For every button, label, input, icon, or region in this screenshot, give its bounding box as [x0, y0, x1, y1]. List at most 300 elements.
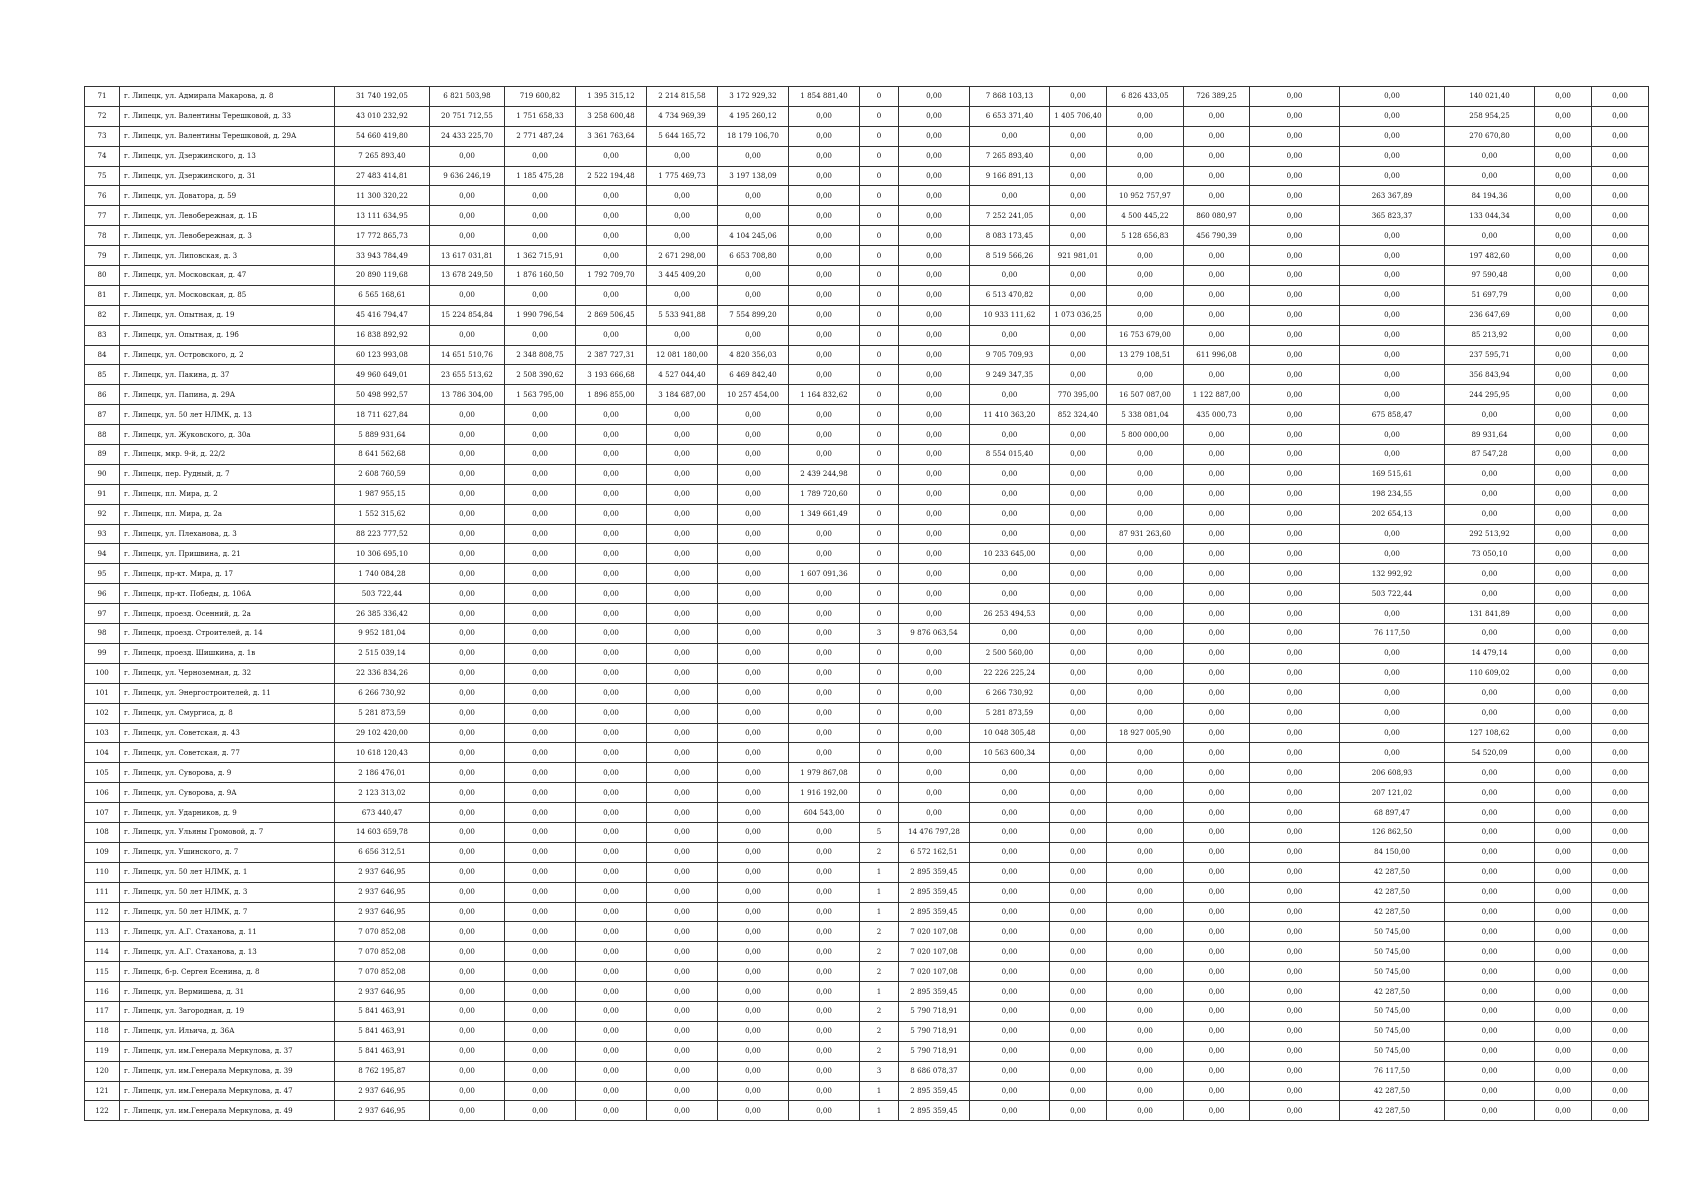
address-cell: г. Липецк, ул. Пакина, д. 37 — [120, 365, 335, 385]
value-cell: 2 937 646,95 — [335, 902, 430, 922]
value-cell: 0,00 — [1340, 524, 1445, 544]
value-cell: 0,00 — [718, 524, 789, 544]
value-cell: 0,00 — [1445, 584, 1535, 604]
value-cell: 0,00 — [576, 643, 647, 663]
table-row — [85, 842, 1649, 862]
value-cell: 29 102 420,00 — [335, 723, 430, 743]
value-cell: 0,00 — [789, 106, 860, 126]
value-cell: 0,00 — [970, 763, 1050, 783]
value-cell: 0,00 — [505, 1061, 576, 1081]
value-cell: 0,00 — [1592, 544, 1649, 564]
value-cell: 0,00 — [1250, 783, 1340, 803]
address-cell: г. Липецк, ул. Ульяны Громовой, д. 7 — [120, 822, 335, 842]
value-cell: 0,00 — [1340, 425, 1445, 445]
value-cell: 0,00 — [1250, 325, 1340, 345]
value-cell: 0,00 — [1107, 604, 1184, 624]
table-row — [85, 464, 1649, 484]
value-cell: 0,00 — [576, 683, 647, 703]
value-cell: 0,00 — [1050, 942, 1107, 962]
value-cell: 0,00 — [1250, 1061, 1340, 1081]
value-cell: 11 410 363,20 — [970, 405, 1050, 425]
value-cell: 0 — [860, 186, 899, 206]
value-cell: 0,00 — [1445, 1061, 1535, 1081]
value-cell: 1 — [860, 1081, 899, 1101]
value-cell: 0,00 — [1340, 166, 1445, 186]
value-cell: 0,00 — [1250, 166, 1340, 186]
value-cell: 0,00 — [1250, 1021, 1340, 1041]
value-cell: 0,00 — [789, 1041, 860, 1061]
value-cell: 0,00 — [970, 385, 1050, 405]
value-cell: 85 213,92 — [1445, 325, 1535, 345]
table-row — [85, 982, 1649, 1002]
value-cell: 0,00 — [1592, 663, 1649, 683]
value-cell: 0,00 — [1592, 822, 1649, 842]
value-cell: 0,00 — [430, 484, 505, 504]
row-number-cell: 85 — [85, 365, 120, 385]
value-cell: 0,00 — [789, 126, 860, 146]
value-cell: 0,00 — [576, 226, 647, 246]
address-cell: г. Липецк, ул. А.Г. Стаханова, д. 13 — [120, 942, 335, 962]
value-cell: 2 348 808,75 — [505, 345, 576, 365]
value-cell: 0,00 — [1535, 445, 1592, 465]
value-cell: 5 644 165,72 — [647, 126, 718, 146]
value-cell: 0,00 — [1050, 763, 1107, 783]
value-cell: 22 336 834,26 — [335, 663, 430, 683]
value-cell: 0,00 — [1107, 166, 1184, 186]
value-cell: 0,00 — [430, 862, 505, 882]
value-cell: 0,00 — [1250, 663, 1340, 683]
value-cell: 0,00 — [1445, 882, 1535, 902]
value-cell: 4 195 260,12 — [718, 106, 789, 126]
value-cell: 0,00 — [789, 425, 860, 445]
row-number-cell: 76 — [85, 186, 120, 206]
value-cell: 7 020 107,08 — [899, 922, 970, 942]
value-cell: 2 671 298,00 — [647, 246, 718, 266]
row-number-cell: 96 — [85, 584, 120, 604]
value-cell: 4 500 445,22 — [1107, 206, 1184, 226]
value-cell: 0,00 — [430, 1081, 505, 1101]
value-cell: 0,00 — [647, 962, 718, 982]
value-cell: 197 482,60 — [1445, 246, 1535, 266]
value-cell: 22 226 225,24 — [970, 663, 1050, 683]
value-cell: 0,00 — [1250, 146, 1340, 166]
value-cell: 673 440,47 — [335, 803, 430, 823]
value-cell: 0,00 — [1340, 663, 1445, 683]
value-cell: 0,00 — [718, 146, 789, 166]
value-cell: 0,00 — [647, 723, 718, 743]
value-cell: 0,00 — [1535, 484, 1592, 504]
value-cell: 0,00 — [576, 783, 647, 803]
value-cell: 0,00 — [899, 643, 970, 663]
value-cell: 7 868 103,13 — [970, 87, 1050, 107]
value-cell: 0,00 — [718, 445, 789, 465]
value-cell: 31 740 192,05 — [335, 87, 430, 107]
value-cell: 0,00 — [1592, 1001, 1649, 1021]
value-cell: 0,00 — [1184, 1101, 1250, 1121]
row-number-cell: 82 — [85, 305, 120, 325]
value-cell: 0,00 — [430, 1061, 505, 1081]
value-cell: 0,00 — [1184, 723, 1250, 743]
table-row — [85, 822, 1649, 842]
value-cell: 0,00 — [789, 445, 860, 465]
value-cell: 0,00 — [1592, 942, 1649, 962]
value-cell: 15 224 854,84 — [430, 305, 505, 325]
value-cell: 0,00 — [1592, 703, 1649, 723]
value-cell: 0,00 — [1050, 803, 1107, 823]
value-cell: 0,00 — [1107, 445, 1184, 465]
table-row — [85, 1061, 1649, 1081]
address-cell: г. Липецк, ул. Левобережная, д. 1Б — [120, 206, 335, 226]
value-cell: 0,00 — [899, 325, 970, 345]
value-cell: 0,00 — [789, 1101, 860, 1121]
row-number-cell: 103 — [85, 723, 120, 743]
row-number-cell: 104 — [85, 743, 120, 763]
value-cell: 0,00 — [718, 862, 789, 882]
value-cell: 0,00 — [1340, 126, 1445, 146]
value-cell: 0,00 — [505, 703, 576, 723]
value-cell: 0,00 — [1050, 87, 1107, 107]
value-cell: 0,00 — [576, 723, 647, 743]
value-cell: 0,00 — [1250, 285, 1340, 305]
document-table — [84, 86, 1649, 1121]
value-cell: 0,00 — [1535, 643, 1592, 663]
value-cell: 0,00 — [1445, 624, 1535, 644]
value-cell: 0,00 — [1445, 763, 1535, 783]
value-cell: 0,00 — [1107, 266, 1184, 286]
address-cell: г. Липецк, проезд. Шишкина, д. 1в — [120, 643, 335, 663]
value-cell: 2 895 359,45 — [899, 1101, 970, 1121]
value-cell: 0,00 — [1050, 842, 1107, 862]
table-row — [85, 703, 1649, 723]
value-cell: 0,00 — [576, 743, 647, 763]
value-cell: 0,00 — [1050, 365, 1107, 385]
value-cell: 0 — [860, 484, 899, 504]
value-cell: 0,00 — [1107, 544, 1184, 564]
address-cell: г. Липецк, ул. Адмирала Макарова, д. 8 — [120, 87, 335, 107]
value-cell: 0,00 — [576, 822, 647, 842]
value-cell: 0,00 — [718, 803, 789, 823]
row-number-cell: 90 — [85, 464, 120, 484]
value-cell: 604 543,00 — [789, 803, 860, 823]
value-cell: 7 070 852,08 — [335, 942, 430, 962]
value-cell: 0,00 — [1250, 246, 1340, 266]
value-cell: 0,00 — [789, 206, 860, 226]
value-cell: 770 395,00 — [1050, 385, 1107, 405]
table-row — [85, 266, 1649, 286]
value-cell: 0,00 — [1050, 962, 1107, 982]
value-cell: 1 122 887,00 — [1184, 385, 1250, 405]
value-cell: 0,00 — [1592, 803, 1649, 823]
value-cell: 1 740 084,28 — [335, 564, 430, 584]
value-cell: 18 927 005,90 — [1107, 723, 1184, 743]
value-cell: 0,00 — [1107, 902, 1184, 922]
value-cell: 0 — [860, 445, 899, 465]
value-cell: 0 — [860, 504, 899, 524]
value-cell: 5 889 931,64 — [335, 425, 430, 445]
value-cell: 0 — [860, 246, 899, 266]
value-cell: 0,00 — [505, 405, 576, 425]
table-row — [85, 1081, 1649, 1101]
value-cell: 0,00 — [576, 1021, 647, 1041]
value-cell: 0,00 — [1592, 166, 1649, 186]
value-cell: 0,00 — [1184, 1061, 1250, 1081]
table-row — [85, 285, 1649, 305]
value-cell: 10 257 454,00 — [718, 385, 789, 405]
value-cell: 0,00 — [1050, 683, 1107, 703]
value-cell: 0,00 — [1184, 186, 1250, 206]
value-cell: 244 295,95 — [1445, 385, 1535, 405]
value-cell: 0,00 — [576, 504, 647, 524]
value-cell: 1 — [860, 902, 899, 922]
value-cell: 0,00 — [1184, 146, 1250, 166]
value-cell: 0,00 — [1535, 425, 1592, 445]
value-cell: 7 020 107,08 — [899, 942, 970, 962]
value-cell: 456 790,39 — [1184, 226, 1250, 246]
value-cell: 0,00 — [430, 763, 505, 783]
value-cell: 1 — [860, 882, 899, 902]
value-cell: 0,00 — [1445, 842, 1535, 862]
value-cell: 0 — [860, 783, 899, 803]
value-cell: 0,00 — [789, 345, 860, 365]
address-cell: г. Липецк, пр-кт. Мира, д. 17 — [120, 564, 335, 584]
value-cell: 2 — [860, 842, 899, 862]
value-cell: 43 010 232,92 — [335, 106, 430, 126]
value-cell: 0,00 — [789, 584, 860, 604]
value-cell: 0,00 — [899, 186, 970, 206]
value-cell: 0 — [860, 803, 899, 823]
value-cell: 0,00 — [1050, 604, 1107, 624]
value-cell: 0,00 — [1250, 405, 1340, 425]
value-cell: 0,00 — [1250, 484, 1340, 504]
value-cell: 0,00 — [1340, 285, 1445, 305]
value-cell: 0,00 — [1050, 524, 1107, 544]
value-cell: 0,00 — [576, 842, 647, 862]
address-cell: г. Липецк, ул. Ильича, д. 36А — [120, 1021, 335, 1041]
value-cell: 0,00 — [1340, 345, 1445, 365]
value-cell: 0,00 — [1107, 1101, 1184, 1121]
value-cell: 0,00 — [505, 942, 576, 962]
value-cell: 0,00 — [1184, 246, 1250, 266]
value-cell: 0,00 — [430, 803, 505, 823]
value-cell: 0,00 — [505, 624, 576, 644]
value-cell: 0,00 — [505, 325, 576, 345]
value-cell: 0,00 — [1050, 1081, 1107, 1101]
value-cell: 0,00 — [718, 962, 789, 982]
value-cell: 0,00 — [1250, 1081, 1340, 1101]
value-cell: 0,00 — [1250, 345, 1340, 365]
value-cell: 0,00 — [789, 822, 860, 842]
value-cell: 23 655 513,62 — [430, 365, 505, 385]
value-cell: 0,00 — [430, 405, 505, 425]
value-cell: 0,00 — [1535, 524, 1592, 544]
value-cell: 0,00 — [970, 126, 1050, 146]
value-cell: 0,00 — [1250, 683, 1340, 703]
value-cell: 1 362 715,91 — [505, 246, 576, 266]
value-cell: 0,00 — [1107, 1061, 1184, 1081]
value-cell: 0,00 — [1107, 564, 1184, 584]
value-cell: 0,00 — [1250, 624, 1340, 644]
value-cell: 0,00 — [718, 1001, 789, 1021]
row-number-cell: 114 — [85, 942, 120, 962]
value-cell: 0,00 — [899, 703, 970, 723]
value-cell: 0,00 — [1592, 842, 1649, 862]
value-cell: 3 361 763,64 — [576, 126, 647, 146]
value-cell: 0,00 — [1107, 663, 1184, 683]
value-cell: 2 895 359,45 — [899, 862, 970, 882]
value-cell: 0,00 — [1184, 266, 1250, 286]
value-cell: 0,00 — [1535, 822, 1592, 842]
value-cell: 42 287,50 — [1340, 1101, 1445, 1121]
value-cell: 0,00 — [1050, 723, 1107, 743]
value-cell: 11 300 320,22 — [335, 186, 430, 206]
value-cell: 0,00 — [1445, 822, 1535, 842]
value-cell: 1 552 315,62 — [335, 504, 430, 524]
value-cell: 0,00 — [647, 624, 718, 644]
value-cell: 0,00 — [1592, 126, 1649, 146]
value-cell: 0,00 — [1535, 345, 1592, 365]
value-cell: 0,00 — [1250, 922, 1340, 942]
table-row — [85, 226, 1649, 246]
address-cell: г. Липецк, пл. Мира, д. 2а — [120, 504, 335, 524]
value-cell: 0,00 — [576, 405, 647, 425]
value-cell: 0,00 — [1050, 1001, 1107, 1021]
table-row — [85, 942, 1649, 962]
value-cell: 2 937 646,95 — [335, 862, 430, 882]
value-cell: 1 751 658,33 — [505, 106, 576, 126]
value-cell: 7 070 852,08 — [335, 962, 430, 982]
value-cell: 0,00 — [1184, 683, 1250, 703]
value-cell: 0,00 — [899, 683, 970, 703]
value-cell: 110 609,02 — [1445, 663, 1535, 683]
table-row — [85, 504, 1649, 524]
table-row — [85, 365, 1649, 385]
value-cell: 49 960 649,01 — [335, 365, 430, 385]
value-cell: 0,00 — [1050, 663, 1107, 683]
value-cell: 0,00 — [789, 1081, 860, 1101]
value-cell: 5 338 081,04 — [1107, 405, 1184, 425]
value-cell: 0,00 — [970, 882, 1050, 902]
value-cell: 2 937 646,95 — [335, 882, 430, 902]
value-cell: 2 937 646,95 — [335, 1101, 430, 1121]
value-cell: 0,00 — [899, 803, 970, 823]
value-cell: 0,00 — [899, 743, 970, 763]
value-cell: 202 654,13 — [1340, 504, 1445, 524]
value-cell: 0,00 — [505, 285, 576, 305]
value-cell: 0,00 — [718, 743, 789, 763]
table-row — [85, 683, 1649, 703]
address-cell: г. Липецк, ул. Ушинского, д. 7 — [120, 842, 335, 862]
value-cell: 0,00 — [899, 126, 970, 146]
row-number-cell: 107 — [85, 803, 120, 823]
value-cell: 0,00 — [1340, 743, 1445, 763]
value-cell: 0,00 — [789, 982, 860, 1002]
value-cell: 237 595,71 — [1445, 345, 1535, 365]
value-cell: 0,00 — [1250, 266, 1340, 286]
value-cell: 7 265 893,40 — [970, 146, 1050, 166]
value-cell: 0,00 — [1250, 862, 1340, 882]
value-cell: 0,00 — [789, 166, 860, 186]
value-cell: 0,00 — [505, 1041, 576, 1061]
value-cell: 0 — [860, 166, 899, 186]
value-cell: 20 890 119,68 — [335, 266, 430, 286]
table-row — [85, 146, 1649, 166]
value-cell: 131 841,89 — [1445, 604, 1535, 624]
row-number-cell: 86 — [85, 385, 120, 405]
value-cell: 7 070 852,08 — [335, 922, 430, 942]
value-cell: 2 — [860, 1001, 899, 1021]
value-cell: 0,00 — [576, 425, 647, 445]
value-cell: 0,00 — [1250, 564, 1340, 584]
value-cell: 0,00 — [647, 464, 718, 484]
value-cell: 0,00 — [1445, 504, 1535, 524]
value-cell: 0,00 — [1050, 226, 1107, 246]
value-cell: 0,00 — [1535, 922, 1592, 942]
address-cell: г. Липецк, проезд. Строителей, д. 14 — [120, 624, 335, 644]
value-cell: 0,00 — [718, 1101, 789, 1121]
value-cell: 50 745,00 — [1340, 1021, 1445, 1041]
value-cell: 0,00 — [1445, 1001, 1535, 1021]
value-cell: 0,00 — [576, 862, 647, 882]
value-cell: 2 937 646,95 — [335, 982, 430, 1002]
row-number-cell: 120 — [85, 1061, 120, 1081]
value-cell: 10 933 111,62 — [970, 305, 1050, 325]
value-cell: 27 483 414,81 — [335, 166, 430, 186]
value-cell: 4 104 245,06 — [718, 226, 789, 246]
value-cell: 0,00 — [430, 504, 505, 524]
value-cell: 0,00 — [430, 1101, 505, 1121]
table-row — [85, 743, 1649, 763]
value-cell: 0,00 — [505, 663, 576, 683]
value-cell: 0,00 — [1340, 146, 1445, 166]
value-cell: 0,00 — [789, 544, 860, 564]
value-cell: 0,00 — [576, 942, 647, 962]
value-cell: 0,00 — [1250, 1041, 1340, 1061]
value-cell: 2 — [860, 942, 899, 962]
value-cell: 0,00 — [970, 922, 1050, 942]
value-cell: 0,00 — [430, 624, 505, 644]
value-cell: 0,00 — [1592, 604, 1649, 624]
value-cell: 0,00 — [1050, 882, 1107, 902]
table-row — [85, 643, 1649, 663]
value-cell: 0,00 — [1445, 803, 1535, 823]
row-number-cell: 116 — [85, 982, 120, 1002]
value-cell: 0,00 — [1592, 345, 1649, 365]
value-cell: 0,00 — [1050, 1061, 1107, 1081]
value-cell: 133 044,34 — [1445, 206, 1535, 226]
value-cell: 0,00 — [789, 1001, 860, 1021]
value-cell: 0,00 — [1592, 285, 1649, 305]
value-cell: 0,00 — [1107, 285, 1184, 305]
value-cell: 26 385 336,42 — [335, 604, 430, 624]
value-cell: 0,00 — [1535, 1101, 1592, 1121]
value-cell: 0,00 — [1250, 106, 1340, 126]
value-cell: 0,00 — [789, 226, 860, 246]
value-cell: 0,00 — [647, 842, 718, 862]
value-cell: 0,00 — [1107, 982, 1184, 1002]
value-cell: 2 — [860, 1041, 899, 1061]
value-cell: 0,00 — [899, 106, 970, 126]
value-cell: 0 — [860, 345, 899, 365]
value-cell: 0,00 — [1184, 325, 1250, 345]
value-cell: 97 590,48 — [1445, 266, 1535, 286]
value-cell: 0 — [860, 106, 899, 126]
value-cell: 0,00 — [1107, 922, 1184, 942]
value-cell: 0,00 — [647, 683, 718, 703]
value-cell: 0,00 — [899, 445, 970, 465]
value-cell: 0,00 — [970, 1001, 1050, 1021]
value-cell: 0,00 — [1535, 246, 1592, 266]
value-cell: 0,00 — [505, 1101, 576, 1121]
